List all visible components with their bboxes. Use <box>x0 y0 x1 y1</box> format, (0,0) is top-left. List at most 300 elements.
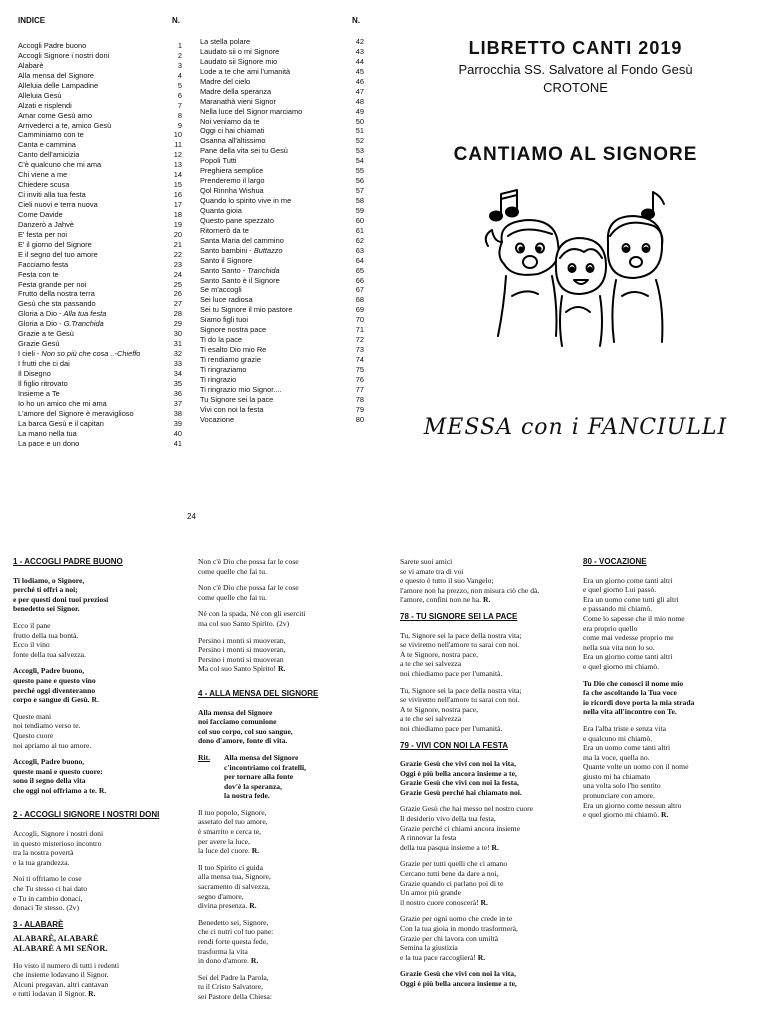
lyric-line: c'incontriamo coi fratelli, <box>224 762 307 772</box>
index-entry <box>18 200 182 210</box>
lyric-line: Alcuni pregavan, altri cantavan <box>13 979 109 989</box>
index-entry-number: 68 <box>355 295 364 305</box>
lyric-line: A te Signore, nostra pace, <box>400 704 479 714</box>
verse <box>198 973 388 1002</box>
booklet-title: LIBRETTO CANTI 2019 <box>468 38 683 58</box>
lyric-line: Persino i monti si muoveran, <box>198 645 286 655</box>
index-entry <box>18 319 182 329</box>
index-entry-title: Gloria a Dio - G.Tranchida <box>18 319 104 329</box>
index-entry-number: 7 <box>177 100 182 110</box>
index-entry <box>200 77 364 87</box>
verse <box>13 666 198 704</box>
lyric-line: dono d'amore, fonte di vita. <box>198 736 288 746</box>
index-entry-title: Santa Maria del cammino <box>200 235 284 245</box>
index-entry-number: 39 <box>173 418 182 428</box>
index-entry <box>200 335 364 345</box>
index-entry <box>200 345 364 355</box>
lyric-line: frutto della tua bontà. <box>13 630 79 640</box>
lyric-line: il nostro cuore conoscerà! R. <box>400 897 488 907</box>
index-entry <box>200 266 364 276</box>
lyric-line: la luce del cuore. R. <box>198 846 260 856</box>
song-title-tu-signore-sei-la-pace: 78 - TU SIGNORE SEI LA PACE <box>400 611 518 621</box>
lyric-line: una volta solo l'ho sentito <box>583 781 661 791</box>
lyric-line: sono il segno della vita <box>13 776 86 786</box>
lyric-line: Alla mensa del Signore <box>224 752 299 762</box>
lyric-line: Ti lodiamo, o Signore, <box>13 575 85 585</box>
index-entry-title: Ti rendiamo grazie <box>200 355 261 364</box>
refrain-mark: R. <box>96 785 107 795</box>
index-entry <box>18 101 182 111</box>
lyric-line: come quelle che fai tu. <box>198 566 267 576</box>
lyric-line: Ma col suo Santo Spirito! R. <box>198 664 286 674</box>
index-entry-title: Santo bambini - Buttazzo <box>200 245 283 255</box>
lyric-line: noi facciamo comunione <box>198 717 277 727</box>
lyric-line: perché ti offri a noi; <box>13 585 78 595</box>
lyric-line: Grazie Gesù che hai messo nel nostro cuore <box>400 804 534 814</box>
verse <box>13 961 198 999</box>
index-entry-number: 79 <box>355 404 364 414</box>
index-entry-title: Amar come Gesù amo <box>18 110 92 120</box>
lyric-line: in dono d'amore. R. <box>198 956 259 966</box>
index-entry-title: Madre del cielo <box>200 76 251 86</box>
index-entry-title: Il Disegno <box>18 368 51 378</box>
index-entry-number: 8 <box>177 110 182 120</box>
index-entry-title: I frutti che ci dai <box>18 359 70 368</box>
lyric-line: Il tuo Spirito ci guida <box>198 862 263 872</box>
lyric-line: Noi ti offriamo le cose <box>13 874 82 884</box>
index-entry <box>18 349 182 359</box>
index-entry-title: Vocazione <box>200 414 235 424</box>
index-entry-number: 66 <box>355 275 364 285</box>
lyrics-column-2 <box>198 557 388 1009</box>
index-entry-number: 20 <box>173 229 182 239</box>
index-entry <box>18 91 182 101</box>
lyric-line: che ci nutri col tuo pane: <box>198 927 274 937</box>
index-entry-number: 31 <box>173 339 182 349</box>
lyric-line: della tua pasqua insieme a te! R. <box>400 842 499 852</box>
verse <box>13 934 198 953</box>
index-entry-number: 11 <box>174 140 182 150</box>
index-entry-number: 14 <box>173 170 182 180</box>
verse <box>13 712 198 750</box>
lyric-line: alla mensa tua, Signore, <box>198 872 271 882</box>
refrain-mark: R. <box>248 956 259 966</box>
lyric-line: Grazie per chi lavora con umiltà <box>400 933 499 943</box>
lyric-line: per avere la luce, <box>198 836 250 846</box>
lyric-line: Quante volte un uomo con il nome <box>583 762 689 772</box>
index-entry-title: Festa grande per noi <box>18 279 87 289</box>
index-entry-title: Chi viene a me <box>18 170 68 180</box>
lyric-line: Ho visto il numero di tutti i redenti <box>13 960 120 970</box>
index-entry-title: Ti ringrazio <box>200 374 237 384</box>
index-entry-title: Ti do la pace <box>200 335 243 345</box>
index-entry-title: Gesù che sta passando <box>18 299 96 309</box>
index-entry <box>18 339 182 349</box>
index-entry-number: 50 <box>355 116 364 126</box>
music-note-left-icon <box>490 190 518 221</box>
refrain-mark: R. <box>489 842 499 852</box>
index-entry-number: 65 <box>355 265 364 275</box>
index-entry <box>18 379 182 389</box>
index-entry <box>200 295 364 305</box>
index-entry <box>18 81 182 91</box>
song-title-vivi-con-noi-la-festa: 79 - VIVI CON NOI LA FESTA <box>400 740 509 750</box>
lyric-line: e questo è tutto il suo Vangelo; <box>400 576 494 586</box>
lyrics-column-1 <box>13 557 198 1006</box>
index-entry-number: 10 <box>173 130 182 140</box>
lyric-line: assetato del tuo amore, <box>198 817 268 827</box>
verse <box>583 724 765 820</box>
lyric-line: e la tua grandezza. <box>13 857 70 867</box>
lyric-line: Queste mani <box>13 711 52 721</box>
index-entry-number: 62 <box>355 235 364 245</box>
index-entry-title: Cieli nuovi e terra nuova <box>18 200 98 209</box>
index-entry-title: Ritornerò da te <box>200 225 249 235</box>
index-entry <box>18 130 182 140</box>
lyric-line: Questo cuore <box>13 730 54 740</box>
index-entry-title: Facciamo festa <box>18 259 69 269</box>
refrain-mark: R. <box>481 595 491 605</box>
lyric-line: noi tendiamo verso te. <box>13 721 81 731</box>
index-entry-title: Festa con te <box>18 269 59 279</box>
index-entry-title: La pace e un dono <box>18 438 80 448</box>
lyric-line: noi chiediamo pace per l'umanità. <box>400 723 503 733</box>
lyrics-column-4 <box>583 557 765 827</box>
index-entry <box>200 305 364 315</box>
refrain-mark: R. <box>478 897 488 907</box>
verse <box>13 576 198 614</box>
index-entry-number: 24 <box>173 269 182 279</box>
index-entry-title: Prenderemo il largo <box>200 176 265 186</box>
lyric-line: Sei del Padre la Parola, <box>198 972 269 982</box>
index-entry <box>18 389 182 399</box>
lyric-line: Grazie Gesù che vivi con noi la vita, <box>400 759 517 769</box>
index-entry <box>200 256 364 266</box>
lyric-line: fa che ascoltando la Tua voce <box>583 688 677 698</box>
messa-heading: MESSA con i FANCIULLI <box>423 415 728 440</box>
index-entry-title: Popoli Tutti <box>200 156 237 166</box>
lyric-line: fonte della tua salvezza. <box>13 649 86 659</box>
index-entry <box>200 395 364 405</box>
index-entry-number: 29 <box>173 319 182 329</box>
verse <box>198 918 388 966</box>
song-title-vocazione: 80 - VOCAZIONE <box>583 557 647 566</box>
index-entry-number: 5 <box>177 80 182 90</box>
index-entry-number: 55 <box>355 166 364 176</box>
index-entry-title: Lode a te che ami l'umanità <box>200 66 291 76</box>
lyric-line: a te che sei salvezza <box>400 659 462 669</box>
index-entry-number: 34 <box>173 368 182 378</box>
index-entry <box>200 37 364 47</box>
index-entry <box>18 61 182 71</box>
refrain-lines <box>224 753 306 801</box>
index-entry <box>18 230 182 240</box>
index-entry-title: Quanta gioia <box>200 205 242 215</box>
index-entry-number: 74 <box>355 355 364 364</box>
index-entry-number: 46 <box>355 76 364 86</box>
index-entry-title: Qol Rinnha Wishua <box>200 186 264 196</box>
index-entry-number: 27 <box>173 299 182 309</box>
index-entry-number: 1 <box>177 41 182 50</box>
refrain-mark: R. <box>89 695 99 705</box>
index-entry-title: Oggi ci hai chiamati <box>200 126 265 136</box>
lyric-line: nella vita all'incontro con Te. <box>583 707 677 717</box>
index-entry-title: Ti ringraziamo <box>200 364 247 374</box>
index-entry-number: 13 <box>173 160 182 170</box>
index-entry-title: Se m'accogli <box>200 285 242 295</box>
index-entry-title: Alla mensa del Signore <box>18 70 95 80</box>
verse <box>13 621 198 659</box>
refrain-mark: R. <box>247 901 257 911</box>
index-entry <box>18 240 182 250</box>
lyric-line: come mai vedesse proprio me <box>583 633 674 643</box>
index-entry-number: 47 <box>355 86 364 96</box>
index-entry-title: Accogli Padre buono <box>18 41 87 50</box>
index-entry-number: 21 <box>173 239 182 249</box>
index-entry <box>18 190 182 200</box>
index-entry-number: 61 <box>355 225 364 235</box>
index-entry <box>18 160 182 170</box>
index-entry-number: 6 <box>177 90 182 100</box>
index-entry <box>200 325 364 335</box>
index-entry-title: Grazie a te Gesù <box>18 329 74 339</box>
index-entry <box>200 156 364 166</box>
index-entry <box>200 206 364 216</box>
verse <box>13 874 198 912</box>
lyric-line: Era un uomo come tutti gli altri <box>583 594 679 604</box>
lyric-line: tu il Cristo Salvatore, <box>198 982 263 992</box>
lyric-line: Accogli, Padre buono, <box>13 666 85 676</box>
index-entry <box>18 140 182 150</box>
index-entry-number: 35 <box>173 378 182 388</box>
lyric-line: che insieme lodavano il Signor. <box>13 970 109 980</box>
index-entry <box>200 196 364 206</box>
lyric-line: Ecco il vino <box>13 640 50 650</box>
index-entry <box>18 359 182 369</box>
index-entry <box>18 419 182 429</box>
index-entry-title: L'amore del Signore è meraviglioso <box>18 408 134 418</box>
index-entry <box>18 180 182 190</box>
index-entry-number: 30 <box>173 329 182 339</box>
lyric-line: Grazie quando ci parlano poi di te <box>400 878 504 888</box>
lyric-line: Grazie Gesù perché hai chiamato noi. <box>400 787 522 797</box>
index-entry <box>200 365 364 375</box>
lyric-line: rendi forte questa fede, <box>198 937 268 946</box>
refrain-mark: R. <box>276 664 286 674</box>
index-entry-title: Alzati e risplendi <box>18 100 72 110</box>
index-entry <box>18 399 182 409</box>
index-entry <box>200 107 364 117</box>
index-entry-title: Santo Santo è il Signore <box>200 275 280 285</box>
index-entry <box>200 47 364 57</box>
lyric-line: Oggi è più bella ancora insieme a te, <box>400 768 517 778</box>
index-entry-title: Io ho un amico che mi ama <box>18 398 107 408</box>
lyric-line: giusto mi ha chiamato <box>583 771 651 781</box>
lyric-line: come quelle che fai tu. <box>198 592 267 602</box>
index-entry-number: 26 <box>173 289 182 299</box>
verse <box>400 914 582 962</box>
lyric-line: Era un giorno come nessun altro <box>583 800 682 810</box>
verse <box>400 686 582 734</box>
index-entry <box>18 41 182 51</box>
lyric-line: Grazie Gesù che vivi con noi la vita, <box>400 969 517 979</box>
index-entry-title: Osanna all'altissimo <box>200 136 266 146</box>
lyric-line: Tu, Signore sei la pace della nostra vita; <box>400 630 522 640</box>
lyric-line: e Tu in cambio donaci, <box>13 893 83 903</box>
index-entry-title: Sei tu Signore il mio pastore <box>200 305 293 315</box>
index-entry-title: Signore nostra pace <box>200 325 267 335</box>
index-entry-number: 54 <box>355 156 364 166</box>
index-entry <box>18 260 182 270</box>
lyric-line: Il desiderio vivo della tua festa, <box>400 814 496 824</box>
index-entry <box>200 355 364 365</box>
lyric-line: in questo misterioso incontro <box>13 838 102 848</box>
lyric-line: l'amore, confini non ne ha. R. <box>400 595 491 605</box>
lyric-line: Tu, Signore sei la pace della nostra vita; <box>400 685 522 695</box>
lyric-line: segno d'amore, <box>198 891 244 901</box>
refrain-label: Rit. <box>198 752 211 762</box>
index-entry-number: 25 <box>173 279 182 289</box>
lyric-line: Grazie per ogni uomo che crede in te <box>400 914 513 924</box>
song-title-accogli-padre-buono: 1 - ACCOGLI PADRE BUONO <box>13 557 123 566</box>
lyric-line: che oggi noi offriamo a te. R. <box>13 785 107 795</box>
index-entry-number: 75 <box>355 364 364 374</box>
index-number-label-right: N. <box>352 16 360 25</box>
index-entry-title: Santo Santo - Tranchida <box>200 265 280 275</box>
index-entry-number: 48 <box>355 96 364 106</box>
lyric-line: Come lo sapesse che il mio nome <box>583 613 685 623</box>
index-entry-number: 40 <box>173 428 182 438</box>
index-entry-title: Pane della vita sei tu Gesù <box>200 146 288 156</box>
verse <box>400 804 582 852</box>
lyric-line: e qualcuno mi chiamò. <box>583 733 653 743</box>
index-entry <box>200 97 364 107</box>
lyric-line: e passando mi chiamò. <box>583 604 653 614</box>
index-entry-number: 77 <box>355 384 364 394</box>
index-entry-title: Grazie Gesù <box>18 339 60 349</box>
index-entry <box>200 246 364 256</box>
lyric-line: questo pane e questo vino <box>13 675 96 685</box>
lyric-line: nella sua vita non lo so. <box>583 642 655 652</box>
lyric-line: Un amor più grande <box>400 888 461 898</box>
verse <box>198 557 388 576</box>
verse <box>400 759 582 797</box>
index-entry-number: 71 <box>355 325 364 335</box>
index-entry-number: 15 <box>173 180 182 190</box>
index-entry-number: 18 <box>173 209 182 219</box>
lyric-line: ALABARÈ, ALABARÈ <box>13 934 99 944</box>
index-entry-number: 76 <box>355 374 364 384</box>
index-entry <box>18 309 182 319</box>
page-number: 24 <box>187 512 196 521</box>
index-entry-number: 52 <box>355 136 364 146</box>
index-entry-title: Preghiera semplice <box>200 166 264 176</box>
index-entry-title: Accogli Signore i nostri doni <box>18 50 110 60</box>
index-entry <box>18 220 182 230</box>
index-entry-title: Alleluia Gesù <box>18 90 62 100</box>
index-entry-number: 41 <box>173 438 182 448</box>
index-entry-title: Danzerò a Jahvè <box>18 219 74 229</box>
index-entry-title: Maranathà vieni Signor <box>200 96 277 106</box>
index-entry-title: Ci inviti alla tua festa <box>18 190 86 200</box>
lyric-line: e quel giorno mi chiamò. R. <box>583 810 669 820</box>
index-entry-title: Siamo figli tuoi <box>200 315 249 325</box>
index-entry <box>18 51 182 61</box>
index-number-label-left: N. <box>172 16 180 25</box>
index-entry-number: 56 <box>355 176 364 186</box>
index-entry <box>18 439 182 449</box>
lyric-line: dov'è la speranza, <box>224 781 283 791</box>
lyric-line: è smarrito e cerca te, <box>198 827 262 837</box>
index-entry <box>18 299 182 309</box>
index-entry-number: 59 <box>355 205 364 215</box>
index-entry-number: 67 <box>355 285 364 295</box>
lyric-line: se viviremo nell'amore tu sarai con noi. <box>400 640 520 650</box>
index-entry <box>200 87 364 97</box>
lyric-line: Grazie Gesù che vivi con noi la festa, <box>400 778 519 788</box>
index-entry <box>18 429 182 439</box>
verse <box>583 576 765 672</box>
index-entry-title: Questo pane spezzato <box>200 215 274 225</box>
index-entry-number: 22 <box>173 249 182 259</box>
lyric-line: col suo corpo, col suo sangue, <box>198 726 293 736</box>
lyrics-column-3 <box>400 557 582 996</box>
index-entry <box>200 126 364 136</box>
lyric-line: Accogli, Signore i nostri doni <box>13 829 104 839</box>
index-entry <box>18 369 182 379</box>
index-entry-number: 70 <box>355 315 364 325</box>
city-name: CROTONE <box>543 80 608 95</box>
index-entry <box>18 250 182 260</box>
lyric-line: Alla mensa del Signore <box>198 707 273 717</box>
verse <box>400 631 582 679</box>
index-entry-number: 16 <box>173 190 182 200</box>
lyric-line: Oggi è più bella ancora insieme a te, <box>400 978 517 988</box>
index-entry <box>200 136 364 146</box>
lyric-line: se viviremo nell'amore tu sarai con noi. <box>400 695 520 705</box>
lyric-line: per tornare alla fonte <box>224 772 294 782</box>
index-entry-title: Chiedere scusa <box>18 180 70 190</box>
index-entry-title: C'è qualcuno che mi ama <box>18 160 102 170</box>
lyric-line: Né con la spada, Né con gli eserciti <box>198 609 306 619</box>
lyric-line: Era un giorno come tanti altri <box>583 652 673 662</box>
lyric-line: Non c'è Dio che possa far le cose <box>198 557 299 566</box>
index-entry-title: Canta e cammina <box>18 140 76 150</box>
index-entry-number: 44 <box>355 56 364 66</box>
music-note-right-icon <box>642 192 664 219</box>
index-entry-number: 78 <box>355 394 364 404</box>
song-title-accogli-signore: 2 - ACCOGLI SIGNORE I NOSTRI DONI <box>13 810 160 820</box>
index-entry <box>200 385 364 395</box>
refrain-mark: R. <box>86 989 96 999</box>
index-entry-title: Laudato sii Signore mio <box>200 56 278 66</box>
lyric-line: Persino i monti si muoveran, <box>198 635 286 645</box>
index-entry <box>18 111 182 121</box>
index-entry-number: 28 <box>173 309 182 319</box>
lyric-line: io ricordi dove porta la mia strada <box>583 697 695 707</box>
index-entry-title: Insieme a Te <box>18 388 60 398</box>
verse <box>400 859 582 907</box>
lyric-line: Il tuo popolo, Signore, <box>198 807 267 817</box>
index-entry-number: 69 <box>355 305 364 315</box>
index-entry-number: 60 <box>355 215 364 225</box>
lyric-line: trasforma la vita <box>198 946 248 956</box>
index-entry-title: La barca Gesù e il capitan <box>18 418 104 428</box>
index-entry-number: 4 <box>177 70 182 80</box>
refrain-mark: R. <box>659 810 669 820</box>
index-entry-number: 53 <box>355 146 364 156</box>
index-entry-number: 32 <box>173 349 182 359</box>
